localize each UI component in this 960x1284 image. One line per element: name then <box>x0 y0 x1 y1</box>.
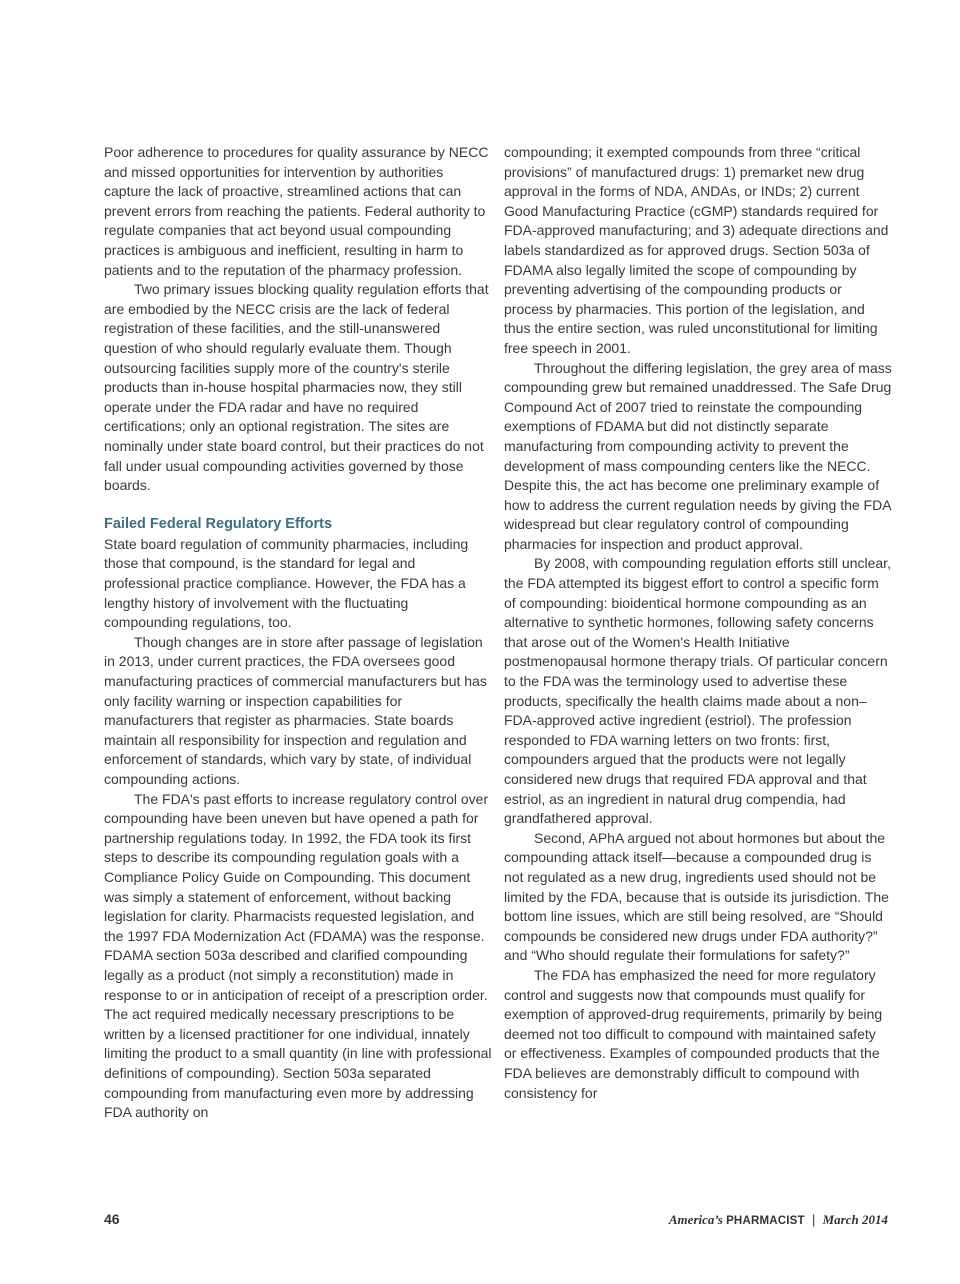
publication-prefix: America’s <box>668 1212 723 1227</box>
page-number: 46 <box>104 1211 120 1227</box>
body-paragraph: Two primary issues blocking quality regulation efforts that are embodied by the NECC crisis are the lack of federal registration of these facilities, and the still-unanswered question of who should regularly evaluate them. Though outsourcing facilities supply more of the country's sterile products than in-house hospital pharmacies now, they still operate under the FDA radar and have no required certifications; only an optional registration. The sites are nominally under state board control, but their practices do not fall under usual compounding activities governed by those boards. <box>104 281 489 494</box>
right-column <box>504 143 892 1103</box>
body-paragraph: Though changes are in store after passage of legislation in 2013, under current practices, the FDA oversees good manufacturing practices of commercial manufacturers but has only facility warning or inspection capabilities for manufacturers that register as pharmacies. State boards maintain all responsibility for inspection and regulation and enforcement of standards, which vary by state, of individual compounding actions. <box>104 633 487 787</box>
body-paragraph: By 2008, with compounding regulation efforts still unclear, the FDA attempted its biggest effort to control a specific form of compounding: bioidentical hormone compounding as an alternative to synthetic hormones, following safety concerns that arose out of the Women's Health Initiative postmenopausal hormone therapy trials. Of particular concern to the FDA was the terminology used to advertise these products, specifically the health claims made about a non–FDA-approved active ingredient (estriol). The profession responded to FDA warning letters on two fronts: first, compounders argued that the products were not legally considered new drugs that required FDA approval and that estriol, as an ingredient in natural drug compendia, had grandfathered approval. <box>504 555 891 827</box>
left-column <box>104 143 492 1123</box>
body-paragraph: Throughout the differing legislation, the grey area of mass compounding grew but remained unaddressed. The Safe Drug Compound Act of 2007 tried to reinstate the compounding exemptions of FDAMA but did not distinctly separate manufacturing from compounding activity to prevent the development of mass compounding centers like the NECC. Despite this, the act has become one preliminary example of how to address the current regulation needs by giving the FDA widespread but clear regulatory control of compounding pharmacies for inspection and product approval. <box>504 359 892 552</box>
section-heading: Failed Federal Regulatory Efforts <box>104 516 333 533</box>
footer-separator: | <box>811 1212 816 1227</box>
body-paragraph: Second, APhA argued not about hormones but about the compounding attack itself—because a compounded drug is not regulated as a new drug, ingredients used should not be limited by the FDA, because that is outside its jurisdiction. The bottom line issues, which are still being resolved, are “Should compounds be considered new drugs under FDA authority?” and “Who should regulate their formulations for safety?” <box>504 829 889 964</box>
body-paragraph: Poor adherence to procedures for quality assurance by NECC and missed opportunities for intervention by authorities capture the lack of proactive, streamlined actions that can prevent errors from reaching the patients. Federal authority to regulate companies that act beyond usual compounding practices is ambiguous and inefficient, resulting in harm to patients and to the reputation of the pharmacy profession. <box>104 144 489 278</box>
issue-date: March 2014 <box>822 1212 888 1227</box>
body-paragraph: compounding; it exempted compounds from three “critical provisions” of manufactured drugs: 1) premarket new drug approval in the forms of NDA, ANDAs, or INDs; 2) current Good Manufacturing Practice (cGMP) standards required for FDA-approved manufacturing; and 3) adequate directions and labels standardized as for approved drugs. Section 503a of FDAMA also legally limited the scope of compounding by preventing advertising of the compounding products or process by pharmacies. This portion of the legislation, and thus the entire section, was ruled unconstitutional for limiting free speech in 2001. <box>504 144 889 356</box>
publication-name: PHARMACIST <box>726 1215 805 1227</box>
body-paragraph: The FDA has emphasized the need for more regulatory control and suggests now that compounds must qualify for exemption of approved-drug requirements, primarily by being deemed not too difficult to compound with maintained safety or effectiveness. Examples of compounded products that the FDA believes are demonstrably difficult to compound with consistency for <box>504 966 883 1101</box>
body-paragraph: The FDA's past efforts to increase regulatory control over compounding have been uneven but have opened a path for partnership regulations today. In 1992, the FDA took its first steps to describe its compounding regulation goals with a Compliance Policy Guide on Compounding. This document was simply a statement of enforcement, without backing legislation for clarity. Pharmacists requested legislation, and the 1997 FDA Modernization Act (FDAMA) was the response. FDAMA section 503a described and clarified compounding legally as a product (not simply a reconstitution) made in response to or in anticipation of receipt of a prescription order. The act required medically necessary prescriptions to be written by a licensed practitioner for one individual, innately limiting the product to a small quantity (in line with professional definitions of compounding). Section 503a separated compounding from manufacturing even more by addressing FDA authority on <box>104 790 492 1121</box>
running-footer <box>669 1212 888 1228</box>
body-paragraph: State board regulation of community pharmacies, including those that compound, is the standard for legal and professional practice compliance. However, the FDA has a lengthy history of involvement with the fluctuating compounding regulations, too. <box>104 535 469 631</box>
